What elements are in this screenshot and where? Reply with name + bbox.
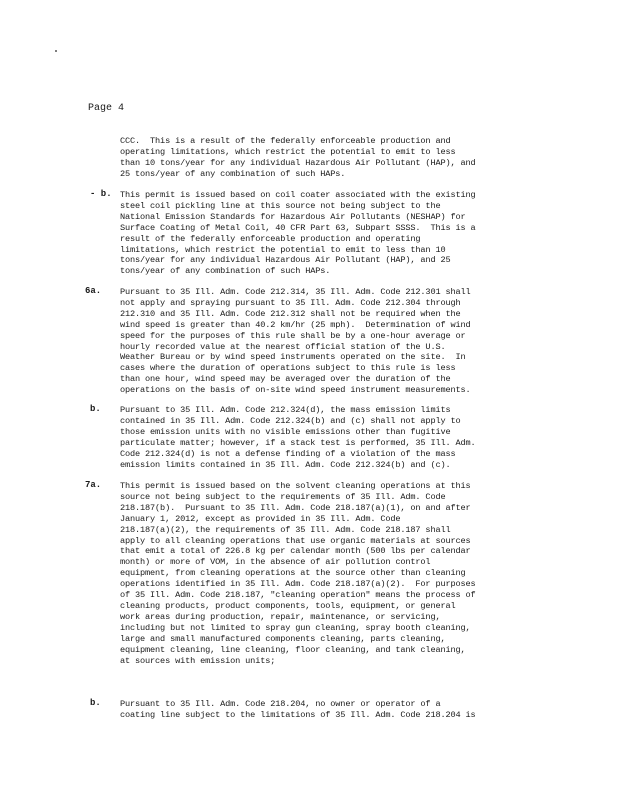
paragraph-marker: - b.: [90, 189, 112, 199]
text-line: at sources with emission units;: [120, 655, 276, 666]
text-line: This permit is issued based on the solvent cleaning operations at this: [120, 481, 471, 491]
text-line: This permit is issued based on coil coater associated with the existing: [120, 190, 476, 200]
scan-speck: [55, 50, 57, 52]
text-line: 218.187(b). Pursuant to 35 Ill. Adm. Code 218.187(a)(1), on and after: [120, 502, 471, 513]
text-line: 218.187(a)(2), the requirements of 35 Ill. Adm. Code 218.187 shall: [120, 524, 451, 535]
text-line: steel coil pickling line at this source not being subject to the: [120, 200, 441, 211]
text-line: wind speed is greater than 40.2 km/hr (25 mph). Determination of wind: [120, 319, 471, 330]
text-line: Weather Bureau or by wind speed instruments operated on the site. In: [120, 352, 466, 363]
text-line: emission limits contained in 35 Ill. Adm. Code 212.324(b) and (c).: [120, 459, 451, 470]
text-line: Surface Coating of Metal Coil, 40 CFR Part 63, Subpart SSSS. This is a: [120, 222, 476, 233]
text-line: operations on the basis of on-site wind speed instrument measurements.: [120, 385, 471, 396]
text-line: than one hour, wind speed may be averaged over the duration of the: [120, 374, 451, 385]
text-line: than 10 tons/year for any individual Hazardous Air Pollutant (HAP), and: [120, 157, 476, 168]
text-line: result of the federally enforceable production and operating: [120, 233, 421, 244]
text-line: that emit a total of 226.8 kg per calendar month (500 lbs per calendar: [120, 546, 471, 557]
text-line: not apply and spraying pursuant to 35 Ill. Adm. Code 212.304 through: [120, 297, 461, 308]
paragraph: [120, 136, 476, 180]
text-line: hourly recorded value at the nearest official station of the U.S.: [120, 341, 446, 352]
paragraph-marker: 6a.: [85, 286, 102, 296]
text-line: Code 212.324(d) is not a defense finding of a violation of the mass: [120, 448, 456, 459]
text-line: operations identified in 35 Ill. Adm. Code 218.187(a)(2). For purposes: [120, 579, 476, 590]
page-label: Page 4: [88, 103, 125, 114]
text-line: CCC. This is a result of the federally enforceable production and: [120, 136, 451, 146]
text-line: Pursuant to 35 Ill. Adm. Code 212.314, 35 Ill. Adm. Code 212.301 shall: [120, 287, 471, 297]
text-line: equipment, from cleaning operations at the source other than cleaning: [120, 568, 466, 579]
text-line: of 35 Ill. Adm. Code 218.187, "cleaning operation" means the process of: [120, 590, 476, 601]
text-line: operating limitations, which restrict the potential to emit to less: [120, 146, 456, 157]
text-line: source not being subject to the requirements of 35 Ill. Adm. Code: [120, 491, 446, 502]
text-line: month) or more of VOM, in the absence of air pollution control: [120, 557, 431, 568]
paragraph-marker: b.: [90, 404, 101, 414]
text-line: limitations, which restrict the potential to emit to less than 10: [120, 244, 446, 255]
paragraph: [120, 287, 471, 396]
paragraph-marker: 7a.: [85, 480, 102, 490]
text-line: coating line subject to the limitations of 35 Ill. Adm. Code 218.204 is: [120, 709, 476, 720]
text-line: Pursuant to 35 Ill. Adm. Code 218.204, no owner or operator of a: [120, 699, 441, 709]
text-line: 25 tons/year of any combination of such HAPs.: [120, 168, 346, 179]
text-line: apply to all cleaning operations that use organic materials at sources: [120, 535, 471, 546]
text-line: large and small manufactured components cleaning, parts cleaning,: [120, 633, 446, 644]
text-line: 212.310 and 35 Ill. Adm. Code 212.312 shall not be required when the: [120, 308, 461, 319]
text-line: tons/year of any combination of such HAPs.: [120, 266, 331, 277]
paragraph: [120, 405, 476, 470]
text-line: speed for the purposes of this rule shall be by a one-hour average or: [120, 330, 466, 341]
text-line: equipment cleaning, line cleaning, floor cleaning, and tank cleaning,: [120, 644, 466, 655]
text-line: particulate matter; however, if a stack test is performed, 35 Ill. Adm.: [120, 437, 476, 448]
paragraph: [120, 190, 476, 277]
text-line: work areas during production, repair, maintenance, or servicing,: [120, 611, 441, 622]
paragraph: [120, 481, 476, 666]
text-line: those emission units with no visible emissions other than fugitive: [120, 426, 451, 437]
text-line: January 1, 2012, except as provided in 35 Ill. Adm. Code: [120, 513, 401, 524]
text-line: contained in 35 Ill. Adm. Code 212.324(b) and (c) shall not apply to: [120, 415, 461, 426]
text-line: including but not limited to spray gun cleaning, spray booth cleaning,: [120, 622, 471, 633]
text-line: National Emission Standards for Hazardous Air Pollutants (NESHAP) for: [120, 211, 466, 222]
paragraph: [120, 699, 476, 721]
paragraph-marker: b.: [90, 698, 101, 708]
text-line: cases where the duration of operations subject to this rule is less: [120, 363, 456, 374]
text-line: Pursuant to 35 Ill. Adm. Code 212.324(d), the mass emission limits: [120, 405, 451, 415]
text-line: cleaning products, product components, tools, equipment, or general: [120, 600, 456, 611]
text-line: tons/year for any individual Hazardous Air Pollutant (HAP), and 25: [120, 255, 451, 266]
